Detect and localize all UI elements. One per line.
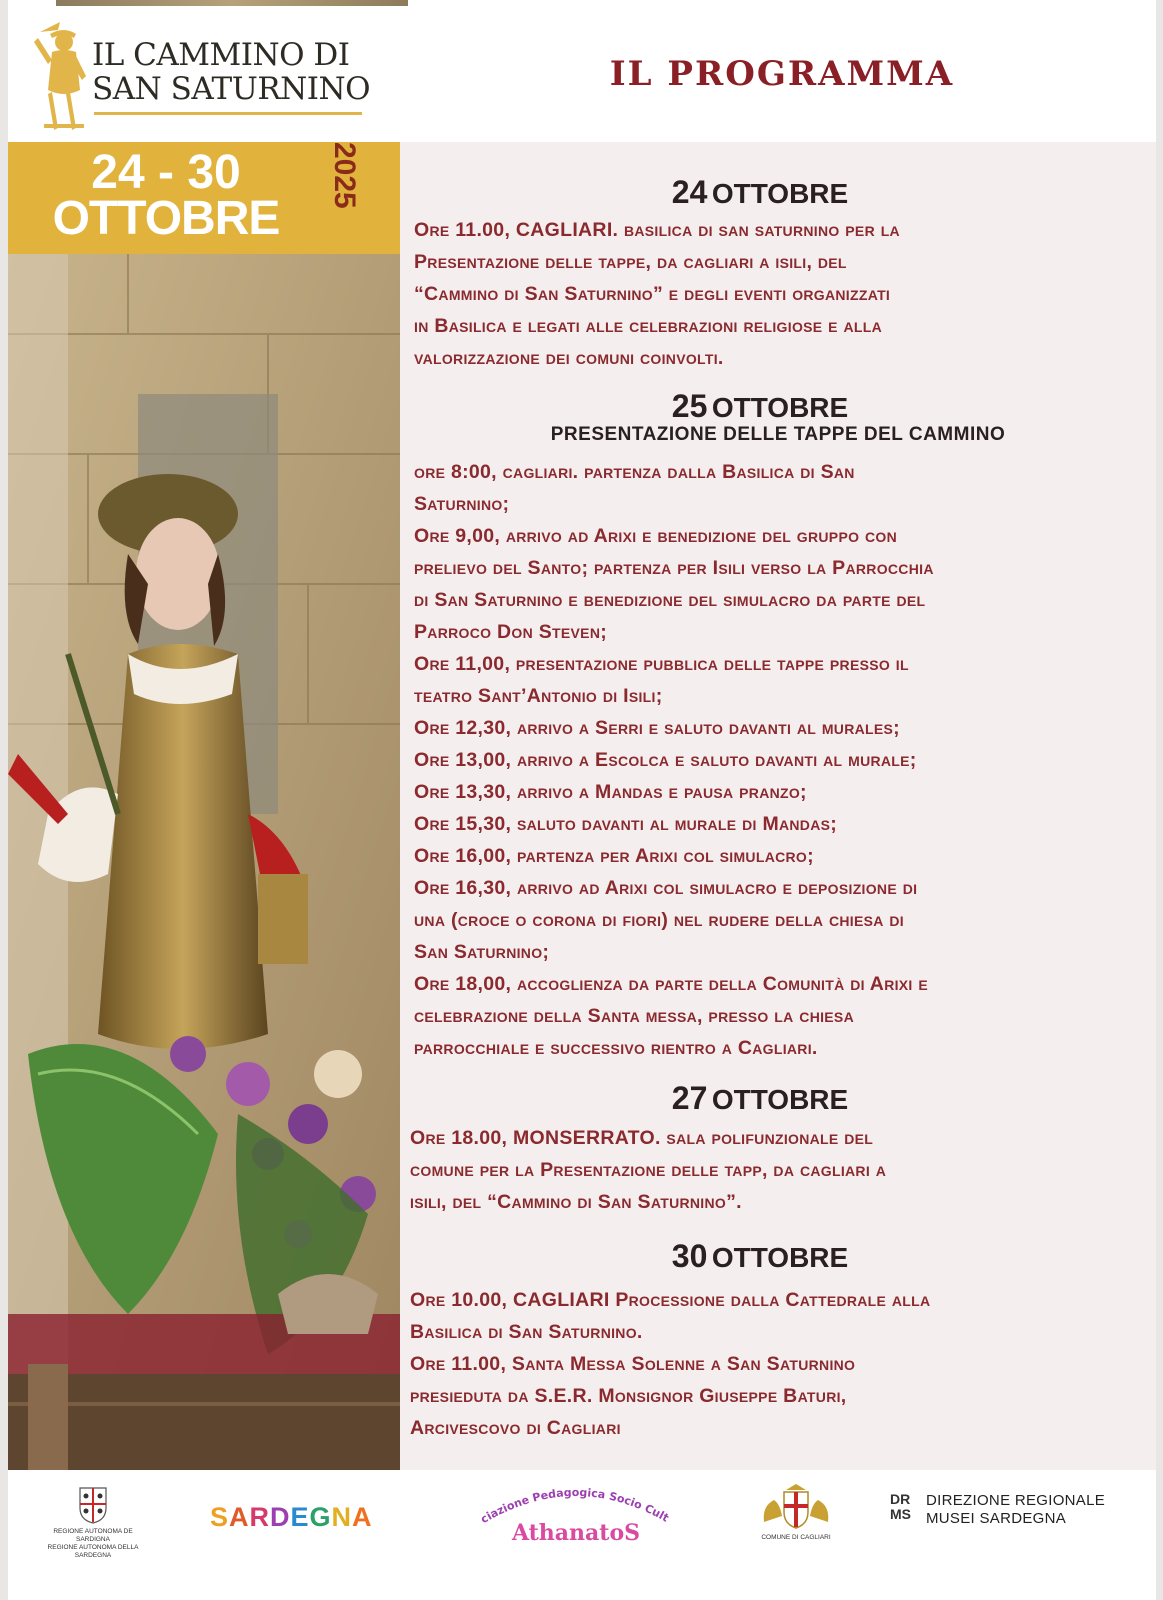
entry-line: Ore 16,30, arrivo ad Arixi col simulacro e deposizione di	[414, 877, 918, 899]
entry-line: Ore 10.00, CAGLIARI Processione dalla Cattedrale alla	[410, 1289, 931, 1311]
date-range-days: 24 - 30	[91, 146, 241, 199]
sardegna-letter: S	[210, 1502, 230, 1532]
date-band	[8, 142, 400, 254]
program-entry	[410, 1122, 1110, 1218]
day-number: 24	[671, 174, 708, 210]
entry-line: Saturnino;	[414, 493, 510, 515]
drms-line-1: DIREZIONE REGIONALE	[926, 1492, 1106, 1509]
entry-line: Arcivescovo di Cagliari	[410, 1417, 621, 1439]
date-range	[8, 146, 324, 245]
entry-line: isili, del “Cammino di San Saturnino”.	[410, 1191, 742, 1213]
assoc-arc-label: ciazione Pedagogica Socio Cult	[478, 1485, 672, 1524]
entry-line: Ore 18,00, accoglienza da parte della Comunità di Arixi e	[414, 973, 928, 995]
entry-line: “Cammino di San Saturnino” e degli eventi organizzati	[414, 283, 891, 305]
entry-line: Presentazione delle tappe, da cagliari a isili, del	[414, 251, 847, 273]
entry-line: parrocchiale e successivo rientro a Cagliari.	[414, 1037, 818, 1059]
sardegna-letter: E	[290, 1502, 310, 1532]
sponsor-footer	[8, 1470, 1156, 1600]
entry-line: prelievo del Santo; partenza per Isili verso la Parrocchia	[414, 557, 934, 579]
drms-mark-bottom: MS	[890, 1506, 911, 1522]
entry-line: Ore 13,30, arrivo a Mandas e pausa pranzo;	[414, 781, 807, 803]
drms-line-2: MUSEI SARDEGNA	[926, 1510, 1067, 1527]
entry-line: presieduta da S.E.R. Monsignor Giuseppe Baturi,	[410, 1385, 847, 1407]
photo-strip	[56, 0, 408, 6]
sardegna-letter: A	[229, 1502, 250, 1532]
drms-mark-top: DR	[890, 1491, 911, 1507]
regione-sardegna-logo	[38, 1484, 148, 1560]
program-panel	[400, 142, 1156, 1470]
date-range-month: OTTOBRE	[52, 192, 280, 245]
left-column	[8, 142, 400, 1470]
entry-line: teatro Sant’Antonio di Isili;	[414, 685, 663, 707]
program-entry	[410, 1284, 1130, 1444]
day-month: OTTOBRE	[711, 1084, 849, 1115]
poster	[8, 0, 1156, 1600]
entry-line: Ore 9,00, arrivo ad Arixi e benedizione del gruppo con	[414, 525, 898, 547]
assoc-arc-text	[476, 1480, 676, 1524]
day-heading-30	[400, 1238, 1120, 1275]
regione-caption-2: REGIONE AUTONOMA DELLA SARDEGNA	[47, 1544, 139, 1559]
entry-line: comune per la Presentazione delle tapp, da cagliari a	[410, 1159, 887, 1181]
day-subtitle: PRESENTAZIONE DELLE TAPPE DEL CAMMINO	[550, 424, 1006, 445]
day-heading-25	[400, 388, 1120, 425]
sardegna-letter: N	[331, 1502, 353, 1532]
logo-line-2: SAN SATURNINO	[92, 71, 371, 107]
entry-line: Ore 16,00, partenza per Arixi col simulacro;	[414, 845, 814, 867]
cagliari-crest-icon	[756, 1482, 836, 1530]
program-entry	[414, 456, 1114, 1064]
entry-line: valorizzazione dei comuni coinvolti.	[414, 347, 724, 369]
program-entry	[414, 214, 1114, 374]
entry-line: Basilica di San Saturnino.	[410, 1321, 643, 1343]
event-logo-title	[92, 38, 392, 106]
sardegna-wordmark	[210, 1502, 373, 1532]
entry-line: di San Saturnino e benedizione del simulacro da parte del	[414, 589, 926, 611]
day-heading-24	[400, 174, 1120, 211]
entry-line: celebrazione della Santa messa, presso la chiesa	[414, 1005, 854, 1027]
header	[8, 0, 1156, 142]
sardegna-letter: A	[352, 1502, 373, 1532]
entry-line: Ore 12,30, arrivo a Serri e saluto davanti al murales;	[414, 717, 900, 739]
day-month: OTTOBRE	[711, 178, 849, 209]
svg-text:Associazione Pedagogica Socio	[476, 1480, 671, 1524]
sardegna-letter: G	[309, 1502, 332, 1532]
regione-crest-icon	[78, 1484, 108, 1524]
logo-underline	[94, 112, 362, 115]
saint-logo-icon	[30, 20, 94, 132]
entry-line: Ore 13,00, arrivo a Escolca e saluto davanti al murale;	[414, 749, 917, 771]
comune-caption: COMUNE DI CAGLIARI	[761, 1534, 831, 1541]
regione-caption-1: REGIONE AUTONOMA DE SARDIGNA	[53, 1528, 133, 1543]
logo-line-1: IL CAMMINO DI	[92, 37, 350, 73]
sardegna-letter: R	[249, 1502, 271, 1532]
entry-line: Parroco Don Steven;	[414, 621, 608, 643]
entry-line: Ore 15,30, saluto davanti al murale di Mandas;	[414, 813, 838, 835]
entry-line: in Basilica e legati alle celebrazioni religiose e alla	[414, 315, 883, 337]
athanatos-logo	[476, 1480, 676, 1560]
day-month: OTTOBRE	[711, 392, 849, 423]
entry-line: ore 8:00, cagliari. partenza dalla Basilica di San	[414, 461, 855, 483]
drms-mark	[890, 1492, 911, 1522]
entry-line: San Saturnino;	[414, 941, 550, 963]
comune-cagliari-logo	[750, 1482, 842, 1542]
day-number: 25	[671, 388, 708, 424]
saint-statue-photo	[8, 254, 400, 1470]
sardegna-logo	[210, 1502, 373, 1533]
page-title: IL PROGRAMMA	[609, 54, 955, 94]
date-year-text: 2025	[328, 142, 361, 209]
day-heading-27	[400, 1080, 1120, 1117]
day-month: OTTOBRE	[711, 1242, 849, 1273]
sardegna-letter: D	[270, 1502, 291, 1532]
athanatos-wordmark: AthanatoS	[511, 1520, 641, 1546]
entry-line: Ore 11.00, Santa Messa Solenne a San Saturnino	[410, 1353, 856, 1375]
entry-line: una (croce o corona di fiori) nel rudere della chiesa di	[414, 909, 904, 931]
date-year	[324, 142, 364, 209]
entry-line: Ore 11,00, presentazione pubblica delle tappe presso il	[414, 653, 909, 675]
day-number: 27	[671, 1080, 708, 1116]
day-number: 30	[671, 1238, 708, 1274]
entry-line: Ore 11.00, CAGLIARI. basilica di san saturnino per la	[414, 219, 900, 241]
entry-line: Ore 18.00, MONSERRATO. sala polifunzionale del	[410, 1127, 874, 1149]
drms-text	[926, 1492, 1105, 1528]
